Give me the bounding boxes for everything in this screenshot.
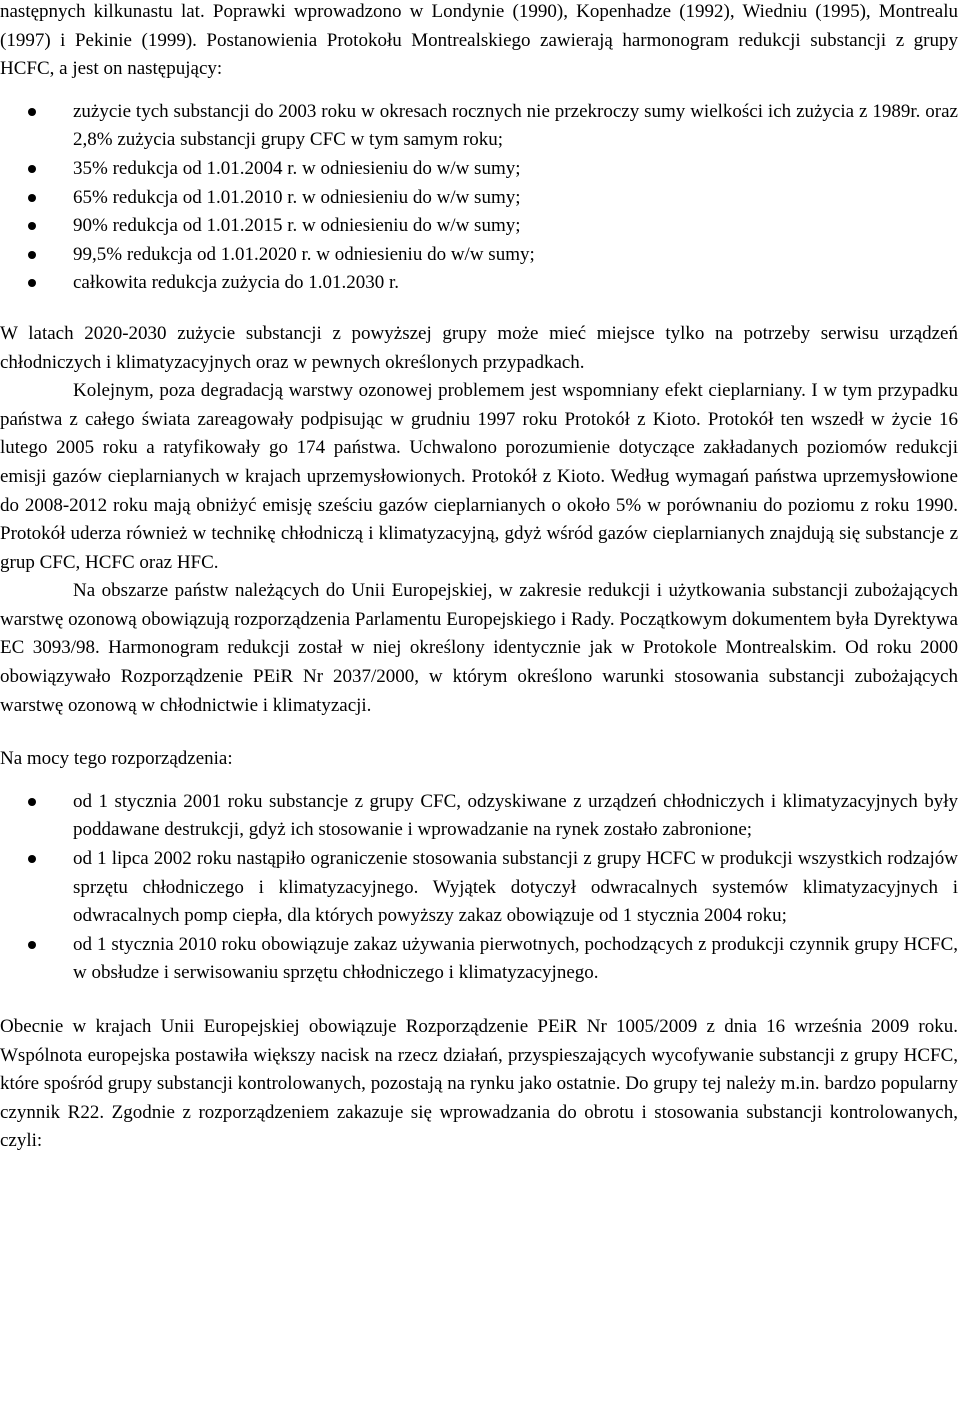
regulation-list: [0, 788, 958, 988]
list-item-text: zużycie tych substancji do 2003 roku w okresach rocznych nie przekroczy sumy wielkości ich zużycia z 1989r. oraz 2,8% zużycia substancji grupy CFC w tym samym roku;: [73, 100, 958, 151]
hcfc-schedule-list: [0, 98, 958, 298]
list-item-text: 99,5% redukcja od 1.01.2020 r. w odniesieniu do w/w sumy;: [73, 243, 535, 265]
list-item: [0, 241, 958, 270]
list-item-text: całkowita redukcja zużycia do 1.01.2030 r.: [73, 272, 400, 294]
list-item: [0, 212, 958, 241]
list-item-text: od 1 stycznia 2010 roku obowiązuje zakaz używania pierwotnych, pochodzących z produkcji czynnik grupy HCFC, w obsłudze i serwisowaniu sprzętu chłodniczego i klimatyzacyjnego.: [73, 933, 958, 984]
list-item: [0, 155, 958, 184]
bullet-icon: [28, 941, 36, 949]
list-item-text: od 1 stycznia 2001 roku substancje z grupy CFC, odzyskiwane z urządzeń chłodniczych i klimatyzacyjnych były poddawane destrukcji, gdyż ich stosowanie i wprowadzanie na rynek zostało zabronione;: [73, 790, 958, 841]
list-item: [0, 845, 958, 931]
bullet-icon: [28, 798, 36, 806]
list-item: [0, 788, 958, 845]
intro-paragraph: następnych kilkunastu lat. Poprawki wprowadzono w Londynie (1990), Kopenhadze (1992), Wiedniu (1995), Montrealu (1997) i Pekinie (1999). Postanowienia Protokołu Montrealskiego zawierają harmonogram redukcji substancji z grupy HCFC, a jest on następujący:: [0, 1, 958, 80]
paragraph-eu-regulations: Na obszarze państw należących do Unii Europejskiej, w zakresie redukcji i użytkowania substancji zubożających warstwę ozonową obowiązują rozporządzenia Parlamentu Europejskiego i Rady. Początkowym dokumentem była Dyrektywa EC 3093/98. Harmonogram redukcji został w niej określony identycznie jak w Protokole Montrealskim. Od roku 2000 obowiązywało Rozporządzenie PEiR Nr 2037/2000, w którym określono warunki stosowania substancji zubożających warstwę ozonową w chłodnictwie i klimatyzacji.: [0, 580, 958, 716]
bullet-icon: [28, 165, 36, 173]
paragraph-kyoto: Kolejnym, poza degradacją warstwy ozonowej problemem jest wspomniany efekt cieplarniany. I w tym przypadku państwa z całego świata zareagowały podpisując w grudniu 1997 roku Protokół z Kioto. Protokół ten wszedł w życie 16 lutego 2005 roku a ratyfikowały go 174 państwa. Uchwalono porozumienie dotyczące zakładanych poziomów redukcji emisji gazów cieplarnianych w krajach uprzemysłowionych. Protokół z Kioto. Według wymagań państwa uprzemysłowione do 2008-2012 roku mają obniżyć emisję sześciu gazów cieplarnianych o około 5% w porównaniu do poziomu z roku 1990. Protokół uderza również w technikę chłodniczą i klimatyzacyjną, gdyż wśród gazów cieplarnianych znajdują się substancje z grup CFC, HCFC oraz HFC.: [0, 380, 958, 573]
list-item: [0, 931, 958, 988]
paragraph-current-regulation: Obecnie w krajach Unii Europejskiej obowiązuje Rozporządzenie PEiR Nr 1005/2009 z dnia 16 września 2009 roku. Wspólnota europejska postawiła większy nacisk na rzecz działań, przyspieszających wycofywanie substancji z grupy HCFC, które spośród grupy substancji kontrolowanych, pozostają na rynku jako ostatnie. Do grupy tej należy m.in. bardzo popularny czynnik R22. Zgodnie z rozporządzeniem zakazuje się wprowadzania do obrotu i stosowania substancji kontrolowanych, czyli:: [0, 1016, 958, 1152]
bullet-icon: [28, 222, 36, 230]
list-item-text: 90% redukcja od 1.01.2015 r. w odniesieniu do w/w sumy;: [73, 215, 521, 237]
bullet-icon: [28, 108, 36, 116]
list-item: [0, 98, 958, 155]
bullet-icon: [28, 855, 36, 863]
bullet-icon: [28, 251, 36, 259]
bullet-icon: [28, 279, 36, 287]
paragraph-regulation-intro: Na mocy tego rozporządzenia:: [0, 748, 233, 770]
paragraph-phaseout-2020-2030: W latach 2020-2030 zużycie substancji z powyższej grupy może mieć miejsce tylko na potrzeby serwisu urządzeń chłodniczych i klimatyzacyjnych oraz w pewnych określonych przypadkach.: [0, 322, 958, 373]
list-item: [0, 184, 958, 213]
list-item-text: 35% redukcja od 1.01.2004 r. w odniesieniu do w/w sumy;: [73, 157, 521, 179]
list-item-text: od 1 lipca 2002 roku nastąpiło ograniczenie stosowania substancji z grupy HCFC w produkcji wszystkich rodzajów sprzętu chłodniczego i klimatyzacyjnego. Wyjątek dotyczył odwracalnych systemów klimatyzacyjnych i odwracalnych pomp ciepła, dla których powyższy zakaz obowiązuje od 1 stycznia 2004 roku;: [73, 848, 958, 927]
list-item-text: 65% redukcja od 1.01.2010 r. w odniesieniu do w/w sumy;: [73, 186, 521, 208]
list-item: [0, 269, 958, 298]
bullet-icon: [28, 194, 36, 202]
